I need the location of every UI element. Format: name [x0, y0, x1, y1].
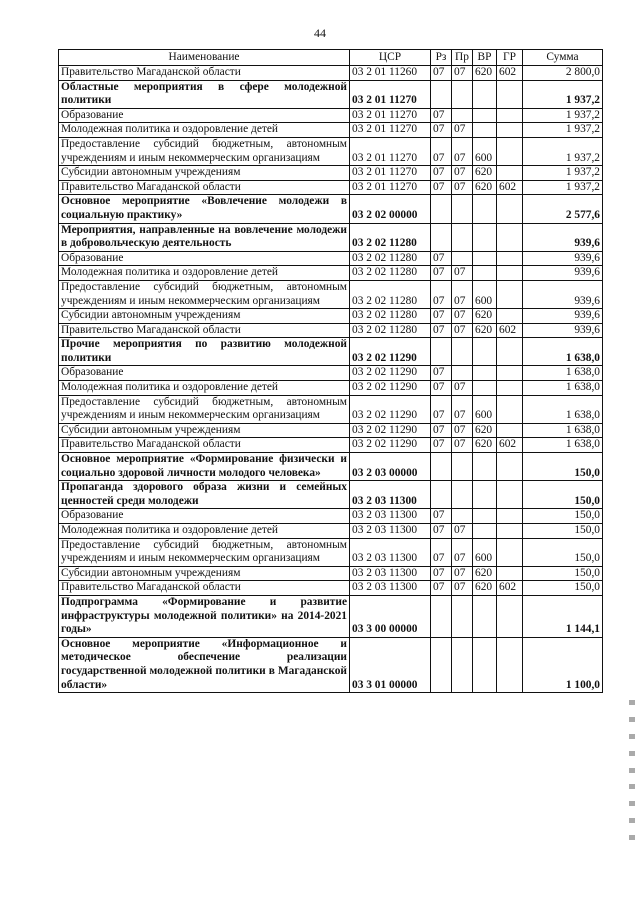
cell-vr: 620: [473, 566, 497, 581]
cell-pr: [452, 453, 473, 481]
cell-pr: [452, 251, 473, 266]
cell-gr: 602: [497, 66, 523, 81]
cell-csr: 03 2 01 11270: [350, 80, 431, 108]
cell-pr: [452, 338, 473, 366]
cell-pr: 07: [452, 566, 473, 581]
header-csr: ЦСР: [350, 50, 431, 66]
header-name: Наименование: [59, 50, 350, 66]
cell-pr: 07: [452, 395, 473, 423]
cell-name: Предоставление субсидий бюджетным, автономным учреждениям и иным некоммерческим организациям: [59, 137, 350, 165]
cell-vr: 600: [473, 137, 497, 165]
cell-csr: 03 2 03 11300: [350, 524, 431, 539]
table-row: [59, 266, 603, 281]
cell-csr: 03 2 02 00000: [350, 195, 431, 223]
cell-rz: [431, 195, 452, 223]
cell-csr: 03 2 03 11300: [350, 538, 431, 566]
cell-csr: 03 2 02 11290: [350, 395, 431, 423]
cell-pr: 07: [452, 180, 473, 195]
table-row: [59, 438, 603, 453]
cell-rz: 07: [431, 251, 452, 266]
table-row: [59, 166, 603, 181]
cell-rz: 07: [431, 366, 452, 381]
cell-rz: [431, 223, 452, 251]
cell-gr: [497, 595, 523, 637]
table-row: [59, 423, 603, 438]
cell-rz: 07: [431, 323, 452, 338]
cell-gr: [497, 423, 523, 438]
table-row: [59, 195, 603, 223]
cell-gr: [497, 509, 523, 524]
cell-pr: [452, 80, 473, 108]
table-row: [59, 123, 603, 138]
cell-csr: 03 2 01 11270: [350, 166, 431, 181]
table-row: [59, 566, 603, 581]
cell-pr: 07: [452, 381, 473, 396]
cell-csr: 03 2 01 11270: [350, 137, 431, 165]
cell-sum: 1 638,0: [523, 438, 603, 453]
cell-vr: [473, 223, 497, 251]
page-number: 44: [314, 26, 326, 40]
cell-name: Субсидии автономным учреждениям: [59, 423, 350, 438]
cell-vr: [473, 595, 497, 637]
cell-rz: 07: [431, 395, 452, 423]
cell-vr: [473, 108, 497, 123]
cell-pr: [452, 108, 473, 123]
table-row: [59, 524, 603, 539]
cell-sum: 2 577,6: [523, 195, 603, 223]
cell-pr: 07: [452, 166, 473, 181]
cell-sum: 150,0: [523, 481, 603, 509]
cell-sum: 1 937,2: [523, 108, 603, 123]
cell-sum: 150,0: [523, 453, 603, 481]
cell-gr: 602: [497, 323, 523, 338]
cell-vr: [473, 481, 497, 509]
cell-sum: 1 100,0: [523, 637, 603, 692]
cell-sum: 939,6: [523, 223, 603, 251]
table-row: [59, 538, 603, 566]
cell-gr: [497, 366, 523, 381]
table-row: [59, 595, 603, 637]
cell-sum: 150,0: [523, 581, 603, 596]
cell-pr: [452, 509, 473, 524]
cell-name: Прочие мероприятия по развитию молодежной политики: [59, 338, 350, 366]
cell-pr: 07: [452, 309, 473, 324]
cell-sum: 2 800,0: [523, 66, 603, 81]
cell-vr: 620: [473, 66, 497, 81]
cell-csr: 03 2 02 11280: [350, 323, 431, 338]
cell-vr: 620: [473, 180, 497, 195]
margin-stamp-mark: [629, 700, 637, 840]
table-row: [59, 309, 603, 324]
cell-vr: 600: [473, 395, 497, 423]
cell-sum: 1 638,0: [523, 366, 603, 381]
cell-gr: 602: [497, 438, 523, 453]
cell-name: Молодежная политика и оздоровление детей: [59, 381, 350, 396]
cell-gr: [497, 381, 523, 396]
cell-sum: 150,0: [523, 524, 603, 539]
cell-rz: 07: [431, 166, 452, 181]
cell-name: Субсидии автономным учреждениям: [59, 166, 350, 181]
cell-rz: 07: [431, 66, 452, 81]
cell-gr: [497, 538, 523, 566]
cell-sum: 1 144,1: [523, 595, 603, 637]
cell-sum: 939,6: [523, 266, 603, 281]
cell-pr: 07: [452, 123, 473, 138]
cell-sum: 939,6: [523, 251, 603, 266]
table-row: [59, 366, 603, 381]
table-row: [59, 251, 603, 266]
table-row: [59, 323, 603, 338]
cell-rz: 07: [431, 524, 452, 539]
cell-gr: [497, 481, 523, 509]
cell-rz: 07: [431, 438, 452, 453]
cell-vr: [473, 381, 497, 396]
cell-sum: 1 638,0: [523, 338, 603, 366]
cell-pr: [452, 595, 473, 637]
cell-pr: 07: [452, 280, 473, 308]
cell-rz: [431, 481, 452, 509]
cell-rz: 07: [431, 137, 452, 165]
cell-csr: 03 2 03 11300: [350, 566, 431, 581]
table-row: [59, 481, 603, 509]
cell-vr: [473, 251, 497, 266]
cell-name: Правительство Магаданской области: [59, 180, 350, 195]
cell-name: Предоставление субсидий бюджетным, автономным учреждениям и иным некоммерческим организациям: [59, 395, 350, 423]
cell-name: Образование: [59, 251, 350, 266]
cell-vr: [473, 338, 497, 366]
cell-name: Молодежная политика и оздоровление детей: [59, 266, 350, 281]
cell-pr: 07: [452, 581, 473, 596]
table-row: [59, 137, 603, 165]
cell-pr: 07: [452, 524, 473, 539]
cell-vr: 600: [473, 280, 497, 308]
cell-pr: [452, 223, 473, 251]
header-vr: ВР: [473, 50, 497, 66]
table-row: [59, 338, 603, 366]
header-sum: Сумма: [523, 50, 603, 66]
table-row: [59, 223, 603, 251]
cell-sum: 939,6: [523, 323, 603, 338]
cell-csr: 03 2 01 11270: [350, 123, 431, 138]
cell-csr: 03 2 03 11300: [350, 481, 431, 509]
cell-vr: [473, 509, 497, 524]
cell-sum: 150,0: [523, 509, 603, 524]
cell-vr: [473, 366, 497, 381]
cell-pr: 07: [452, 266, 473, 281]
table-row: [59, 66, 603, 81]
cell-pr: 07: [452, 423, 473, 438]
cell-gr: [497, 266, 523, 281]
cell-name: Мероприятия, направленные на вовлечение молодежи в добровольческую деятельность: [59, 223, 350, 251]
cell-gr: [497, 251, 523, 266]
cell-rz: 07: [431, 309, 452, 324]
table-body: [59, 66, 603, 693]
cell-gr: 602: [497, 180, 523, 195]
cell-rz: [431, 338, 452, 366]
header-rz: Рз: [431, 50, 452, 66]
cell-rz: [431, 595, 452, 637]
cell-gr: [497, 108, 523, 123]
cell-vr: 620: [473, 166, 497, 181]
cell-csr: 03 2 01 11260: [350, 66, 431, 81]
cell-vr: [473, 195, 497, 223]
cell-sum: 1 937,2: [523, 137, 603, 165]
cell-vr: 600: [473, 538, 497, 566]
cell-sum: 939,6: [523, 280, 603, 308]
cell-name: Правительство Магаданской области: [59, 581, 350, 596]
table-row: [59, 637, 603, 692]
cell-name: Образование: [59, 366, 350, 381]
cell-name: Предоставление субсидий бюджетным, автономным учреждениям и иным некоммерческим организациям: [59, 280, 350, 308]
cell-name: Субсидии автономным учреждениям: [59, 309, 350, 324]
cell-name: Областные мероприятия в сфере молодежной политики: [59, 80, 350, 108]
cell-gr: [497, 453, 523, 481]
cell-sum: 939,6: [523, 309, 603, 324]
cell-sum: 1 937,2: [523, 80, 603, 108]
cell-rz: 07: [431, 266, 452, 281]
cell-gr: [497, 524, 523, 539]
cell-vr: 620: [473, 423, 497, 438]
cell-rz: 07: [431, 538, 452, 566]
cell-sum: 1 638,0: [523, 395, 603, 423]
cell-rz: 07: [431, 180, 452, 195]
cell-vr: [473, 80, 497, 108]
cell-name: Правительство Магаданской области: [59, 66, 350, 81]
cell-sum: 1 937,2: [523, 123, 603, 138]
cell-name: Пропаганда здорового образа жизни и семейных ценностей среди молодежи: [59, 481, 350, 509]
cell-pr: 07: [452, 438, 473, 453]
cell-csr: 03 3 00 00000: [350, 595, 431, 637]
cell-vr: 620: [473, 438, 497, 453]
cell-csr: 03 2 02 11280: [350, 280, 431, 308]
budget-table: [58, 49, 603, 693]
table-row: [59, 581, 603, 596]
cell-name: Основное мероприятие «Формирование физически и социально здоровой личности молодого человека»: [59, 453, 350, 481]
cell-gr: 602: [497, 581, 523, 596]
cell-gr: [497, 166, 523, 181]
cell-csr: 03 2 01 11270: [350, 180, 431, 195]
cell-pr: 07: [452, 66, 473, 81]
cell-name: Образование: [59, 108, 350, 123]
cell-vr: [473, 266, 497, 281]
table-row: [59, 395, 603, 423]
cell-rz: [431, 637, 452, 692]
cell-vr: 620: [473, 323, 497, 338]
cell-pr: 07: [452, 137, 473, 165]
cell-vr: 620: [473, 581, 497, 596]
cell-csr: 03 2 02 11280: [350, 266, 431, 281]
cell-name: Основное мероприятие «Информационное и методическое обеспечение реализации государственной молодежной политики в Магаданской области»: [59, 637, 350, 692]
cell-csr: 03 2 03 11300: [350, 581, 431, 596]
cell-vr: [473, 453, 497, 481]
cell-rz: 07: [431, 566, 452, 581]
cell-rz: 07: [431, 581, 452, 596]
table-row: [59, 280, 603, 308]
cell-sum: 1 937,2: [523, 166, 603, 181]
cell-pr: [452, 195, 473, 223]
cell-csr: 03 3 01 00000: [350, 637, 431, 692]
cell-csr: 03 2 03 11300: [350, 509, 431, 524]
cell-csr: 03 2 02 11290: [350, 366, 431, 381]
cell-pr: [452, 637, 473, 692]
cell-vr: [473, 524, 497, 539]
cell-rz: 07: [431, 280, 452, 308]
cell-csr: 03 2 02 11290: [350, 338, 431, 366]
table-row: [59, 453, 603, 481]
cell-csr: 03 2 02 11280: [350, 223, 431, 251]
cell-sum: 1 638,0: [523, 381, 603, 396]
cell-gr: [497, 338, 523, 366]
cell-name: Подпрограмма «Формирование и развитие инфраструктуры молодежной политики» на 2014-2021 годы»: [59, 595, 350, 637]
cell-gr: [497, 309, 523, 324]
cell-rz: 07: [431, 123, 452, 138]
cell-pr: [452, 366, 473, 381]
header-pr: Пр: [452, 50, 473, 66]
cell-sum: 150,0: [523, 538, 603, 566]
header-gr: ГР: [497, 50, 523, 66]
table-row: [59, 509, 603, 524]
cell-name: Субсидии автономным учреждениям: [59, 566, 350, 581]
cell-gr: [497, 80, 523, 108]
table-row: [59, 108, 603, 123]
table-row: [59, 80, 603, 108]
cell-rz: 07: [431, 509, 452, 524]
cell-name: Молодежная политика и оздоровление детей: [59, 524, 350, 539]
cell-pr: 07: [452, 323, 473, 338]
cell-gr: [497, 395, 523, 423]
cell-csr: 03 2 02 11280: [350, 309, 431, 324]
cell-csr: 03 2 02 11280: [350, 251, 431, 266]
cell-sum: 1 638,0: [523, 423, 603, 438]
cell-gr: [497, 123, 523, 138]
table-header-row: [59, 50, 603, 66]
cell-sum: 1 937,2: [523, 180, 603, 195]
cell-vr: [473, 637, 497, 692]
cell-pr: 07: [452, 538, 473, 566]
cell-csr: 03 2 02 11290: [350, 381, 431, 396]
cell-sum: 150,0: [523, 566, 603, 581]
cell-rz: [431, 453, 452, 481]
cell-rz: 07: [431, 108, 452, 123]
cell-rz: 07: [431, 423, 452, 438]
cell-csr: 03 2 02 11290: [350, 438, 431, 453]
cell-name: Правительство Магаданской области: [59, 438, 350, 453]
cell-name: Образование: [59, 509, 350, 524]
cell-rz: [431, 80, 452, 108]
cell-gr: [497, 637, 523, 692]
table-row: [59, 381, 603, 396]
cell-name: Молодежная политика и оздоровление детей: [59, 123, 350, 138]
cell-vr: 620: [473, 309, 497, 324]
cell-gr: [497, 280, 523, 308]
cell-csr: 03 2 03 00000: [350, 453, 431, 481]
cell-rz: 07: [431, 381, 452, 396]
cell-pr: [452, 481, 473, 509]
table-row: [59, 180, 603, 195]
cell-gr: [497, 195, 523, 223]
cell-vr: [473, 123, 497, 138]
cell-name: Правительство Магаданской области: [59, 323, 350, 338]
cell-gr: [497, 566, 523, 581]
cell-csr: 03 2 01 11270: [350, 108, 431, 123]
cell-gr: [497, 137, 523, 165]
cell-csr: 03 2 02 11290: [350, 423, 431, 438]
cell-name: Предоставление субсидий бюджетным, автономным учреждениям и иным некоммерческим организациям: [59, 538, 350, 566]
cell-name: Основное мероприятие «Вовлечение молодежи в социальную практику»: [59, 195, 350, 223]
cell-gr: [497, 223, 523, 251]
